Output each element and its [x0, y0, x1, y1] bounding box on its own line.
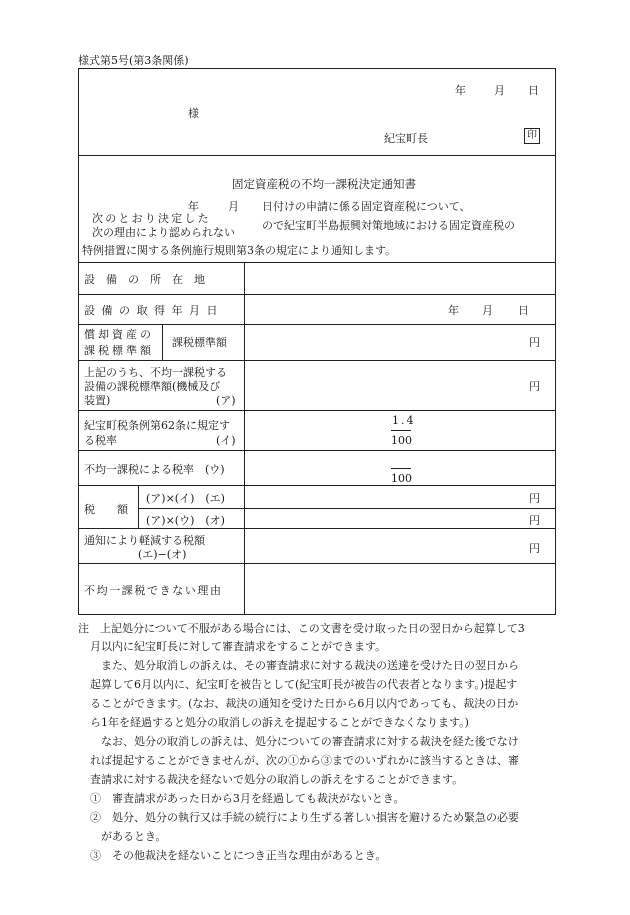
note-line: 月以内に紀宝町長に対して審査請求をすることができます。	[90, 640, 387, 653]
addressee-suffix: 様	[188, 107, 199, 120]
note-item: があるとき。	[101, 830, 167, 843]
notice-year: 年	[188, 200, 199, 213]
divider	[78, 485, 556, 486]
note-line: 注 上記処分について不服がある場合には、この文書を受け取った日の翌日から起算して3	[78, 622, 525, 635]
choice-decided: 次のとおり決定した	[92, 212, 211, 225]
mark-a: (ア)	[216, 394, 236, 407]
column-divider	[138, 485, 139, 528]
choice-rejected: 次の理由により認められない	[92, 226, 235, 239]
note-line: また、処分取消しの訴えは、その審査請求に対する裁決の送達を受けた日の翌日から	[101, 659, 519, 672]
label-reason: 不均一課税できない理由	[84, 584, 223, 597]
uneven-rate-denominator: 100	[391, 472, 412, 485]
mark-i: (イ)	[216, 434, 236, 447]
label-tax-amount: 税 額	[84, 503, 128, 516]
fraction-bar	[391, 430, 411, 431]
header-month: 月	[494, 84, 505, 97]
label-uneven-base-3: 装置)	[84, 394, 111, 407]
divider	[78, 410, 556, 411]
note-line: 起算して6月以内に、紀宝町を被告として(紀宝町長が被告の代表者となります。)提起す	[90, 678, 518, 691]
divider	[78, 324, 556, 325]
label-rate-1: 紀宝町税条例第62条に規定す	[84, 419, 230, 432]
divider	[78, 360, 556, 361]
note-line: 査請求に対する裁決を経ないで処分の取消しの訴えをすることができます。	[90, 773, 464, 786]
notice-line2: ので紀宝町半島振興対策地域における固定資産税の	[262, 219, 515, 232]
divider	[78, 563, 556, 564]
label-depreciable-1: 償却資産の	[84, 328, 154, 341]
label-tax-base: 課税標準額	[172, 336, 227, 349]
note-line: ら1年を経過すると処分の取消しの訴えを提起することができなくなります。)	[90, 716, 469, 729]
fraction-bar	[391, 468, 411, 469]
acquired-month: 月	[482, 304, 493, 317]
label-location: 設 備 の 所 在 地	[84, 273, 205, 286]
label-reduced-2: (エ)−(オ)	[138, 548, 187, 561]
note-line: れば提起することができませんが、次の①から③までのいずれかに該当するときは、審	[90, 754, 519, 767]
label-uneven-base-1: 上記のうち、不均一課税する	[84, 366, 227, 379]
notice-line3: 特例措置に関する条例施行規則第3条の規定により通知します。	[82, 244, 397, 257]
label-uneven-rate: 不均一課税による税率 (ウ)	[84, 463, 225, 476]
acquired-day: 日	[518, 304, 529, 317]
rate-denominator: 100	[391, 434, 412, 447]
yen-unit: 円	[529, 514, 540, 527]
divider	[78, 528, 556, 529]
notice-month: 月	[228, 200, 239, 213]
divider	[138, 508, 556, 509]
note-item: ③ その他裁決を経ないことにつき正当な理由があるとき。	[90, 849, 387, 862]
note-line: ることができます。(なお、裁決の通知を受けた日から6月以内であっても、裁決の日か	[90, 697, 519, 710]
notice-title: 固定資産税の不均一課税決定通知書	[232, 177, 416, 191]
label-uneven-base-2: 設備の課税標準額(機械及び	[84, 380, 221, 393]
label-reduced-1: 通知により軽減する税額	[84, 534, 205, 547]
yen-unit: 円	[529, 542, 540, 555]
note-item: ② 処分、処分の執行又は手続の続行により生ずる著しい損害を避けるため緊急の必要	[90, 811, 519, 824]
yen-unit: 円	[529, 380, 540, 393]
rate-numerator: 1.4	[392, 414, 416, 427]
divider	[78, 155, 556, 156]
column-divider	[244, 262, 245, 615]
note-item: ① 審査請求があった日から3月を経過しても裁決がないとき。	[90, 792, 405, 805]
yen-unit: 円	[529, 336, 540, 349]
acquired-year: 年	[448, 304, 459, 317]
seal-mark: 印	[524, 128, 540, 144]
divider	[78, 450, 556, 451]
notice-line1: 日付けの申請に係る固定資産税について、	[262, 200, 471, 213]
issuer-name: 紀宝町長	[384, 132, 428, 145]
divider	[78, 294, 556, 295]
label-rate-2: る税率	[84, 434, 117, 447]
divider	[78, 262, 556, 263]
header-year: 年	[455, 84, 466, 97]
label-acquired-date: 設備の取得年月日	[84, 304, 224, 317]
note-line: なお、処分の取消しの訴えは、処分についての審査請求に対する裁決を経た後でなけ	[101, 735, 519, 748]
yen-unit: 円	[529, 492, 540, 505]
label-depreciable-2: 課税標準額	[84, 344, 154, 357]
calc-o: (ア)×(ウ) (オ)	[146, 514, 225, 527]
header-day: 日	[528, 84, 539, 97]
calc-e: (ア)×(イ) (エ)	[146, 492, 225, 505]
column-divider	[162, 324, 163, 360]
form-number: 様式第5号(第3条関係)	[78, 54, 189, 67]
